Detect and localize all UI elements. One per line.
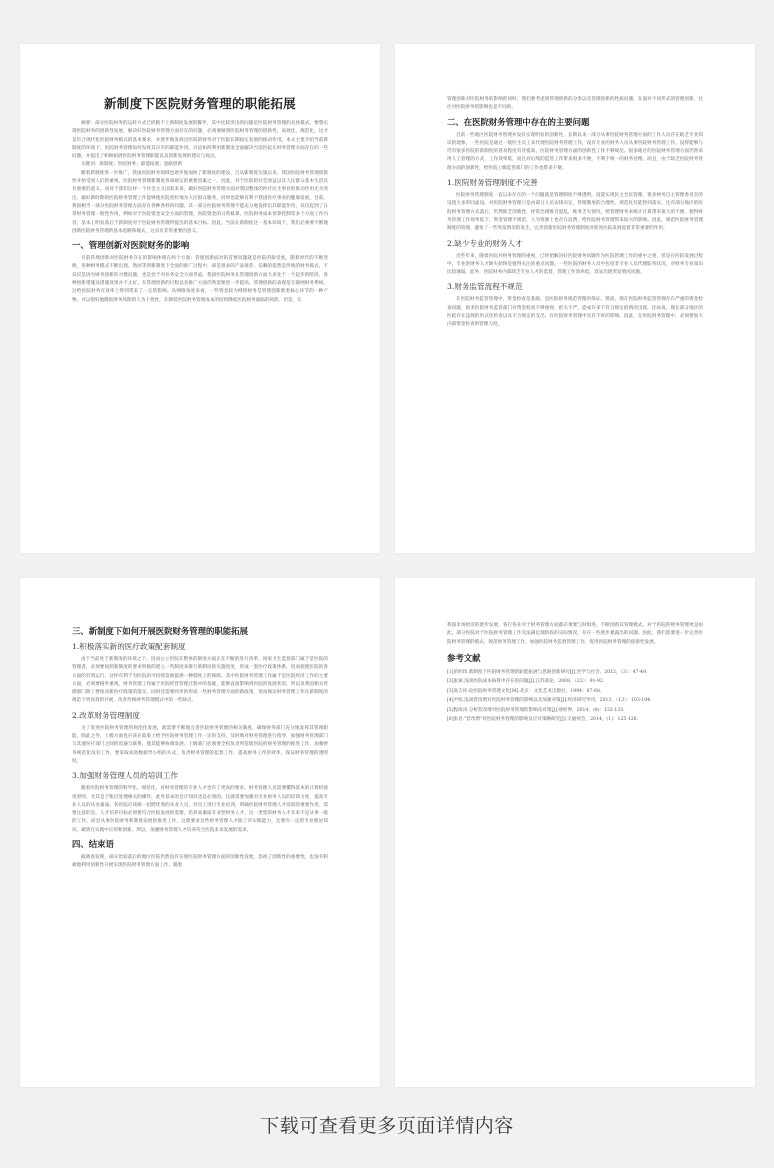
document-page-1 bbox=[20, 44, 380, 553]
section-3-sub-3-heading: 3.加强财务管理人员的培训工作 bbox=[72, 771, 178, 781]
page-4-continuation: 我国市场经济的逐步发展，各行各业对于财务管理方面都必须要与时俱进，不断创新其管理模式。对于医院的财务管理更是如此，部分医院对于医院财务管理工作无法满足现阶段的实际情况，存在一些逐步暴露出的问题。因此，我们需要进一步完善医院财务管理的模式，规范财务管理工作，加强医院财务监督管理工作，促进医院财务管理的创新性发展。 bbox=[447, 623, 703, 645]
section-1-heading: 一、管理创新对医院财务的影响 bbox=[72, 240, 190, 251]
references-heading: 参考文献 bbox=[447, 652, 481, 663]
reference-item: [3]高吉祥.论医院财务管理文化[M].北京：文化艺术出版社，1994：67-68. bbox=[447, 688, 602, 694]
document-page-4 bbox=[395, 578, 755, 1087]
reference-item: [4]尹旭.浅谈营改增对医院财务管理的影响以及加强对策[J].经济研究导刊，2013，（13）：103-104. bbox=[447, 698, 652, 704]
section-1-body: 目前管理创新对医院财务存在的影响体现在两个方面：管理创新面对的首要问题就是医院的接受度。随着时代的不断变换，各种财务模式不断出现，然而等到新制度下全面的推广过程中，却是很多的产品推荐，信赖的依然是传统的财务模式，不仅仅是因为财务创新的习惯问题，也是处于对业务安全方面考虑。我国医院财务在管理创新方面大多处于一个起步的阶段，各种创新措施及措施效果并不太好。在管理创新的过程以及推广方面仍然需要进一步提高，管理创新的表现是互联网财务系统，这给医院财务在效率上得到带来了一定的影响。从网络角度来看，一些资金较为网络财务是管理创新新类核心环节的一种产物，可以很好地降低财务风险的人为干扰性，在降低医院财务管理成本的同时降低医院财务面临的风险。但是，在 bbox=[72, 256, 328, 303]
section-2-sub-3-body: 在医院财务监管管理中，资金检查是基础，是医院财务规范管理的保证。然而，现在医院财务监管管理存在严重的资金检查问题，很多医院财务监管部门对资金检查不够重视，把关不严，造成许多不符合规定的情况出现，比如说，现在部分地区的医院存在违规的形式化检查以及不合规定的支出，在医院财务管理中具有不好的影响。因此，在医院财务管理中，必须要加大内部资金检查的管理力度。 bbox=[447, 297, 703, 328]
section-3-sub-2-heading: 2.改革财务管理制度 bbox=[72, 710, 140, 720]
document-page-2 bbox=[395, 44, 755, 553]
reference-item: [6]张君."营改增"对医院财务管理的影响及应对策略研究[J].交通财会，2014，(1)：125-126. bbox=[447, 717, 639, 723]
section-2-intro: 目前一些地区医院财务管理并没有实现明显的创新性。长期以来一部分从事医院财务管理方面的工作人员存在缺乏专业知识的现象，一些医院是通过一般医生员工来代理医院财务管理工作，没有专业的财务人员从事医院财务管理工作。没得能够与仍有很多医院的新制度的普及程度有待提高，医院财务管理方面的创新性工作不够规范。很多地区的医院财务管理方面仍然采用人工管理的方式，工作效率低，而且对后续的监管工作带来很多不便，不利于统一的财务处理。而且，由于缺乏医院财务管理方面的创新性，给医院上级监管部门的工作也带来不便。 bbox=[447, 132, 703, 171]
reference-item: [1]苗明珍.新制度下医院财务管理的职能拓展与思路创新研究[J].医学与社会，2012，（3）：47-49. bbox=[447, 669, 648, 675]
paper-title: 新制度下医院财务管理的职能拓展 bbox=[103, 96, 296, 111]
page-2-content bbox=[447, 96, 703, 330]
download-more-caption[interactable]: 下载可查看更多页面详情内容 bbox=[260, 1115, 514, 1137]
section-2-sub-3-heading: 3.财务监管流程不规范 bbox=[447, 282, 523, 292]
section-3-heading: 三、新制度下如何开展医院财务管理的职能拓展 bbox=[72, 626, 248, 636]
section-4-heading: 四、结束语 bbox=[72, 839, 114, 850]
reference-item: [5]程海涛.分析营改增对医院财务管理的影响及对策[J].财经界，2014，(8)：132-133. bbox=[447, 707, 625, 713]
section-3-sub-3-body: 随着医院财务管理的科学化、规范化，对财务管理的专业人才也有了更高的要求。财务管理人员需要懂得基本的计算机使用原则，尤其是于账目处理相关的操作，此外基本的会计知识也是必须的。这就需要加强对专业财务人员的培训力度，提高专业人员的从业素质。各医院应该统一招聘优秀的从业人员，对员工进行专业培训，明确医院财务管理人才培训的重要作用，需要注意的是，人才培养目标必须要符合医院发展的需要，培养高素质专业型财务人才，这一类型的财务人才未来不是从事一般的工作，而是从事医院财务新制度发展的推进工作，这就要求这些财务管理人才除了有实践能力，还要有一定的专业理论知识，做到在实践中应用和创新。所以，加强财务管理人才培养符合医院未来发展的需求。 bbox=[72, 786, 328, 833]
section-3-sub-1-heading: 1.积极落实新的医疗政策配套制度 bbox=[72, 642, 186, 651]
page-3-content bbox=[72, 622, 328, 871]
keywords: 关键词：新制度；医院财务；职能拓展；思路创新 bbox=[81, 162, 183, 168]
section-2-sub-1-body: 医院财务管理制度一直以来存在的一个问题就是管理制度不够透明，没能实现民主全民管理，很多财务自主管理委员会的设置大多形同虚设。对医院财务管理只是由部分人员安排决定，管理制度的合理性，规范化仅能得到落实。还有部分地区的医院财务管理方式落后，仍然缺乏创新性，经常出现账目混乱，账务乏失情况，给管理财务来统计计算带来很大的不便，使得财务管理工作效率低下，资金管理不规范，人为资源上也存在浪费，给医院财务管理带来较大的影响。因此，规范医院财务管理制度的管理，避免了一些突发情况的发生，完善创新医院财务管理制度对促进医院发展起着非常重要的作用。 bbox=[447, 193, 703, 232]
section-3-sub-2-body: 为了促进医院财务管理的规范化发展，就需要不断地完善医院财务管理的相关制度，确保财务部门充分地发挥其管理职能。除此之外，上级方面也应该在政策上给予医院财务管理工作一定的支持，及时地对财务管理进行指导，加强财务管理部门与其他医疗部门之间的沟通与联系，使其能够协调发展。上级部门必须要全权负责所管辖医院的财务管理的推进工作，加强财务规范化没有工作，要采取成效数据导小组的方式，负责财务管理的监督工作，提高财务工作的效率，保证财务管理的透明度。 bbox=[72, 725, 328, 764]
references-list bbox=[447, 668, 703, 725]
section-2-sub-2-heading: 2.缺少专业的财务人才 bbox=[447, 238, 523, 248]
document-page-3 bbox=[20, 578, 380, 1087]
section-4-body: 据调查发现，部分比较落后的地区医院仍然没有实现医院财务管理方面的创新性发展，忽视了创新性的重要性，也没有积极地利用创新性开展实现医院财务管理方面工作。随着 bbox=[72, 855, 328, 869]
page-2-continuation: 管理创新对医院财务的影响的同时，我们要考虑到管理创新的分类以及管理创新的性质问题，在面对不同形式的管理创新，往往对医院财务的影响也是不同的。 bbox=[447, 97, 703, 111]
reference-item: [2]张斌.浅谈医院成本核算中存在的问题[J].江苏商论，2008，（23）：91-92. bbox=[447, 679, 605, 685]
page-4-content bbox=[447, 622, 703, 725]
section-2-sub-2-body: 近些年来，随着医院对财务管理的重视，已经把解决好医院财务问题作为医院管理工作的重中之重，但是在医院发展过程中，专业的财务人才缺失始终是值得关注的重点问题。一些医院的财务人员中包括非专业人员代理职务状况，对财务专业知识比较薄弱，此外，医院财务内部缺乏专业人才的监督，管理工作效率低，容易出现突发情况问题。 bbox=[447, 253, 703, 276]
section-2-heading: 二、在医院财务管理中存在的主要问题 bbox=[447, 116, 590, 127]
abstract: 摘要：部分医院财务的运转方式已经跟不上新制度发展的脚步，其中比较突出的问题是医院财务管理的具体模式。要想实现医院财务的创新性发展，解决好医院财务管理方面存在的问题，必须要做到医院财务管理的创新性、高效化、规范化，这才是符合现代化医院财务模式的基本要求，并逐步地发挥出医院的财务对于医院长期稳定发展的推动作用。本文主要介绍当前新制度的环境下，医院财务管理如何发挥其应有的职能作用，讨论如何利用新制度全面解决当前医院在财务管理方面存在的一些问题，并提出了积极拓展医院财务管理职能以及创新发展的建议与观点。 bbox=[72, 121, 328, 160]
section-3-sub-1-body: 由于当前处于新制度的环境之下，因而公立医院在整体的制度方面正在不断的进行改革，国家卫生监督部门属于是医院的管理者，必须要按照新制度的要求积极的建立一些制度来推行新制度的实施进度，形成一套医疗政策体系，进而促使医院的各方面的有效运行，这样有利于为医院的可持续发展提供一种制度上的保障。其中医院财务管理工作属于是医院经济工作的主要方面，必须要格外重视。财务管理工作属于医院经营管理过程中的基础，能够直接影响到医院的发展状况，所以说我国相关管理部门除了要推动新医疗政策的落实，同时还需要同步的形成一些财务管理方面的新政策，进而保证财务管理工作在新制度的规范下更高效的开展，改善传统财务管理模式中的一些缺点。 bbox=[72, 657, 328, 704]
page-1-content bbox=[72, 94, 328, 305]
introduction: 随着新制度进一步推广，我国医院财务领域也逐步地加快了新制度的建设。自从新制度实施以来，我国医院财务管理创新性开始受到人们的重视，医院财务管理新制度各项规定的重要因素之一。因此，对于医院的社会效益以及人民群众基本生活具有重要的意义。而对于我们这样一个社会主义国家来说，做好医院财务管理方面对我国整体的医疗民生事业的推动作用尤为突出。做好新时期的医院财务管理工作能够使医院更好地为人民群众服务，同时也能够有利于我国医疗事业的健康发展。目前，我国相当一部分医院财务管理方面存在各种各样的问题，其一部分医院财务管理不能充分地发挥出其职能作用，仅仅起到了日常财务管理一般性作用。例如对于医院资金安全方面的管理、医院资金的日常核算、医院财务成本预算控制等多个方面工作内容，基本上明显落后于新制度对于医院财务管理所提出的基本目标。因此，当前在新制度这一基本环境下，我们必须要不断地创新医院财务管理的基本思路和模式，这具有非常重要的意义。 bbox=[72, 170, 328, 234]
section-2-sub-1-heading: 1.医院财务管理制度不完善 bbox=[447, 178, 538, 188]
